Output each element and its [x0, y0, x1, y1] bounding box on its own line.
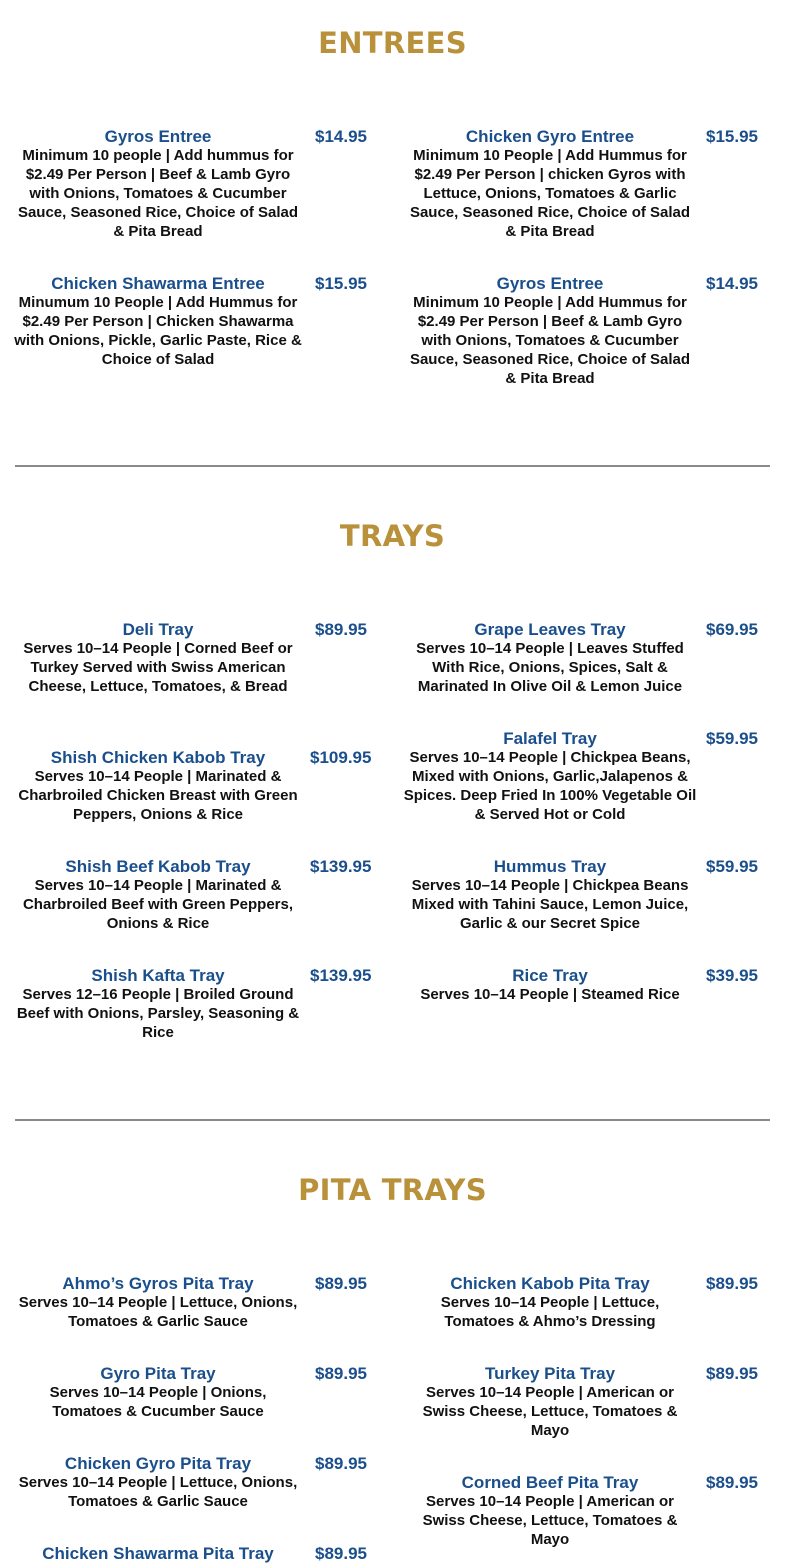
- item-description: Serves 10–14 People | Marinated & Charbroiled Beef with Green Peppers, Onions & Rice: [22, 877, 294, 932]
- item-description: Minumum 10 People | Add Hummus for $2.49 Per Person | Chicken Shawarma with Onions, Pickle, Garlic Paste, Rice & Choice of Salad: [14, 294, 302, 368]
- item-price: $139.95: [310, 966, 372, 985]
- item-description: Minimum 10 people | Add hummus for $2.49 Per Person | Beef & Lamb Gyro with Onions, Tomatoes & Cucumber Sauce, Seasoned Rice, Choice of Salad & Pita Bread: [17, 147, 299, 240]
- item-name: Chicken Gyro Entree: [465, 127, 635, 146]
- item-price: $89.95: [315, 1454, 367, 1473]
- item-price: $69.95: [706, 620, 758, 639]
- section-title-pita-trays: PITA TRAYS: [298, 1173, 487, 1207]
- menu-item[interactable]: [0, 127, 392, 241]
- item-description: Serves 10–14 People | American or Swiss Cheese, Lettuce, Tomatoes & Mayo: [422, 1384, 678, 1439]
- item-name: Chicken Shawarma Entree: [51, 274, 265, 293]
- item-price: $39.95: [706, 966, 758, 985]
- item-description: Serves 10–14 People | American or Swiss Cheese, Lettuce, Tomatoes & Mayo: [422, 1493, 678, 1548]
- item-price: $89.95: [315, 1364, 367, 1383]
- menu-item[interactable]: [392, 729, 785, 824]
- section-title-entrees: ENTREES: [318, 26, 467, 60]
- item-description: Serves 10–14 People | Chickpea Beans Mixed with Tahini Sauce, Lemon Juice, Garlic & our Secret Spice: [411, 877, 689, 932]
- item-price: $89.95: [706, 1364, 758, 1383]
- item-name: Chicken Kabob Pita Tray: [450, 1274, 650, 1293]
- item-description: Serves 10–14 People | Leaves Stuffed With Rice, Onions, Spices, Salt & Marinated In Olive Oil & Lemon Juice: [416, 640, 684, 695]
- item-name: Chicken Shawarma Pita Tray: [42, 1544, 274, 1563]
- menu-item[interactable]: [0, 857, 392, 933]
- item-name: Shish Beef Kabob Tray: [65, 857, 251, 876]
- menu-item[interactable]: [392, 1473, 785, 1549]
- item-description: Serves 10–14 People | Lettuce, Onions, Tomatoes & Garlic Sauce: [18, 1294, 298, 1330]
- menu-item[interactable]: [0, 1454, 392, 1511]
- item-description: Serves 10–14 People | Steamed Rice: [420, 986, 680, 1003]
- item-name: Corned Beef Pita Tray: [461, 1473, 639, 1492]
- section-divider: [15, 1119, 770, 1121]
- item-description: Serves 10–14 People | Chickpea Beans, Mixed with Onions, Garlic,Jalapenos & Spices. Deep Fried In 100% Vegetable Oil & Served Hot or Cold: [403, 749, 697, 823]
- menu-item[interactable]: [392, 620, 785, 696]
- menu-item[interactable]: [0, 274, 392, 369]
- menu-item[interactable]: [0, 1364, 392, 1421]
- item-price: $89.95: [315, 1274, 367, 1293]
- item-name: Deli Tray: [122, 620, 194, 639]
- item-description: Serves 10–14 People | Onions, Tomatoes & Cucumber Sauce: [49, 1384, 267, 1420]
- item-price: $14.95: [315, 127, 367, 146]
- item-name: Shish Chicken Kabob Tray: [50, 748, 266, 767]
- item-name: Rice Tray: [512, 966, 588, 985]
- item-name: Ahmo’s Gyros Pita Tray: [62, 1274, 254, 1293]
- menu-item[interactable]: [0, 748, 392, 824]
- item-description: Minimum 10 People | Add Hummus for $2.49 Per Person | chicken Gyros with Lettuce, Onions, Tomatoes & Garlic Sauce, Seasoned Rice, Choice of Salad & Pita Bread: [409, 147, 691, 240]
- item-description: Minimum 10 People | Add Hummus for $2.49 Per Person | Beef & Lamb Gyro with Onions, Tomatoes & Cucumber Sauce, Seasoned Rice, Choice of Salad & Pita Bread: [409, 294, 691, 387]
- item-name: Turkey Pita Tray: [484, 1364, 616, 1383]
- item-description: Serves 10–14 People | Marinated & Charbroiled Chicken Breast with Green Peppers, Onions & Rice: [18, 768, 298, 823]
- item-price: $89.95: [315, 620, 367, 639]
- menu-item[interactable]: [0, 620, 392, 696]
- item-price: $14.95: [706, 274, 758, 293]
- menu-item[interactable]: [392, 274, 785, 388]
- item-price: $89.95: [315, 1544, 367, 1563]
- item-price: $59.95: [706, 729, 758, 748]
- item-name: Gyro Pita Tray: [100, 1364, 216, 1383]
- item-price: $109.95: [310, 748, 372, 767]
- section-divider: [15, 465, 770, 467]
- menu-item[interactable]: [0, 966, 392, 1042]
- item-description: Serves 10–14 People | Lettuce, Tomatoes & Ahmo’s Dressing: [440, 1294, 660, 1330]
- menu-item[interactable]: [392, 1364, 785, 1440]
- item-name: Falafel Tray: [503, 729, 597, 748]
- item-name: Gyros Entree: [104, 127, 212, 146]
- item-description: Serves 10–14 People | Lettuce, Onions, Tomatoes & Garlic Sauce: [18, 1474, 298, 1510]
- item-name: Shish Kafta Tray: [91, 966, 225, 985]
- item-price: $89.95: [706, 1274, 758, 1293]
- menu-item[interactable]: [392, 127, 785, 241]
- item-price: $89.95: [706, 1473, 758, 1492]
- item-price: $15.95: [315, 274, 367, 293]
- item-price: $15.95: [706, 127, 758, 146]
- menu-item[interactable]: [0, 1544, 392, 1563]
- section-title-trays: TRAYS: [339, 519, 446, 553]
- item-price: $139.95: [310, 857, 372, 876]
- menu-item[interactable]: [0, 1274, 392, 1331]
- menu-item[interactable]: [392, 857, 785, 933]
- menu-item[interactable]: [392, 966, 785, 1004]
- item-price: $59.95: [706, 857, 758, 876]
- item-name: Grape Leaves Tray: [474, 620, 626, 639]
- item-name: Chicken Gyro Pita Tray: [64, 1454, 252, 1473]
- item-name: Hummus Tray: [493, 857, 607, 876]
- item-name: Gyros Entree: [496, 274, 604, 293]
- item-description: Serves 12–16 People | Broiled Ground Beef with Onions, Parsley, Seasoning & Rice: [16, 986, 300, 1041]
- menu-item[interactable]: [392, 1274, 785, 1331]
- item-description: Serves 10–14 People | Corned Beef or Turkey Served with Swiss American Cheese, Lettuce, Tomatoes, & Bread: [23, 640, 293, 695]
